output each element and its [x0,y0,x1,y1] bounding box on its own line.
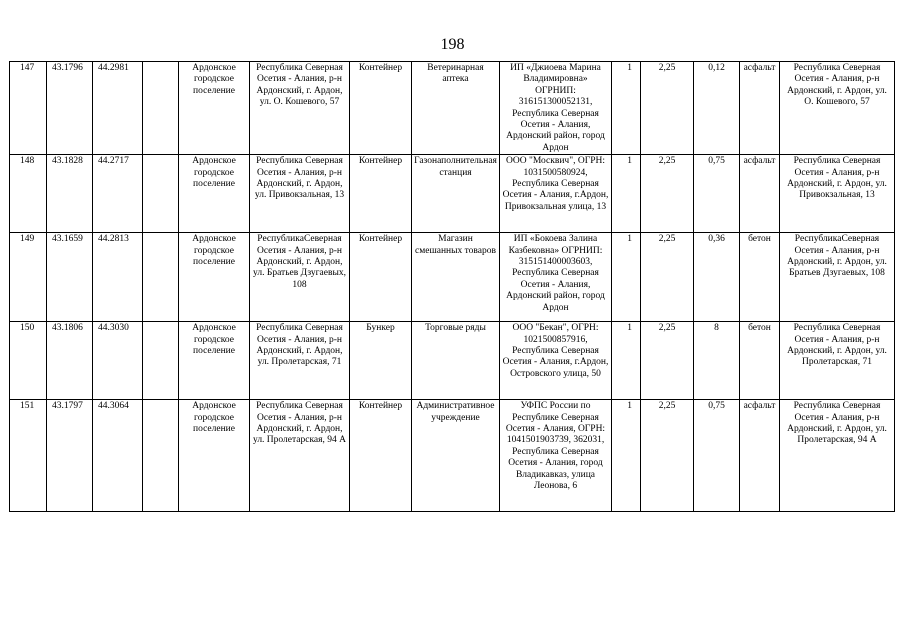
owner-cell: ООО "Бекан", ОГРН: 1021500857916, Республика Северная Осетия - Алания, г.Ардон, Островского улица, 50 [500,322,612,400]
area-cell: 0,75 [694,400,740,512]
table-row [10,233,895,322]
area-cell: 8 [694,322,740,400]
table-row [10,322,895,400]
location-cell: Республика Северная Осетия - Алания, р-н Ардонский, г. Ардон, ул. Пролетарская, 71 [780,322,895,400]
container-type-cell: Контейнер [350,62,412,155]
address-cell: Республика Северная Осетия - Алания, р-н Ардонский, г. Ардон, ул. Привокзальная, 13 [250,155,350,233]
container-type-cell: Контейнер [350,233,412,322]
waste-source-cell: Ветеринарная аптека [412,62,500,155]
longitude-cell: 44.3030 [93,322,143,400]
container-count-cell: 1 [612,322,641,400]
row-number: 151 [10,400,47,512]
row-number: 149 [10,233,47,322]
longitude-cell: 44.2717 [93,155,143,233]
page-number: 198 [440,36,465,53]
owner-cell: УФПС России по Республике Северная Осетия - Алания, ОГРН: 1041501903739, 362031, Республика Северная Осетия - Алания, город Владикавказ, улица Леонова, 6 [500,400,612,512]
settlement-cell: Ардонское городское поселение [179,233,250,322]
volume-cell: 2,25 [641,322,694,400]
address-cell: Республика Северная Осетия - Алания, р-н Ардонский, г. Ардон, ул. Пролетарская, 94 А [250,400,350,512]
location-cell: РеспубликаСеверная Осетия - Алания, р-н Ардонский, г. Ардон, ул. Братьев Дзугаевых, 108 [780,233,895,322]
latitude-cell: 43.1796 [47,62,93,155]
owner-cell: ИП «Джиоева Марина Владимировна» ОГРНИП: 316151300052131, Республика Северная Осетия - Алания, Ардонский район, город Ардон [500,62,612,155]
container-type-cell: Контейнер [350,155,412,233]
surface-cell: асфальт [740,400,780,512]
area-cell: 0,12 [694,62,740,155]
table-row [10,155,895,233]
area-cell: 0,36 [694,233,740,322]
container-count-cell: 1 [612,62,641,155]
owner-cell: ИП «Бокоева Залина Казбековна» ОГРНИП: 315151400003603, Республика Северная Осетия - Алания, Ардонский район, город Ардон [500,233,612,322]
waste-source-cell: Административное учреждение [412,400,500,512]
latitude-cell: 43.1828 [47,155,93,233]
surface-cell: асфальт [740,155,780,233]
longitude-cell: 44.2813 [93,233,143,322]
container-count-cell: 1 [612,155,641,233]
blank-cell [143,233,179,322]
row-number: 150 [10,322,47,400]
waste-source-cell: Магазин смешанных товаров [412,233,500,322]
volume-cell: 2,25 [641,155,694,233]
container-type-cell: Контейнер [350,400,412,512]
latitude-cell: 43.1806 [47,322,93,400]
volume-cell: 2,25 [641,400,694,512]
volume-cell: 2,25 [641,62,694,155]
surface-cell: бетон [740,322,780,400]
settlement-cell: Ардонское городское поселение [179,322,250,400]
blank-cell [143,322,179,400]
surface-cell: бетон [740,233,780,322]
row-number: 148 [10,155,47,233]
waste-source-cell: Газонаполнительная станция [412,155,500,233]
settlement-cell: Ардонское городское поселение [179,155,250,233]
location-cell: Республика Северная Осетия - Алания, р-н Ардонский, г. Ардон, ул. Пролетарская, 94 А [780,400,895,512]
area-cell: 0,75 [694,155,740,233]
longitude-cell: 44.2981 [93,62,143,155]
surface-cell: асфальт [740,62,780,155]
row-number: 147 [10,62,47,155]
location-cell: Республика Северная Осетия - Алания, р-н Ардонский, г. Ардон, ул. О. Кошевого, 57 [780,62,895,155]
longitude-cell: 44.3064 [93,400,143,512]
table-row [10,400,895,512]
blank-cell [143,62,179,155]
blank-cell [143,155,179,233]
container-type-cell: Бункер [350,322,412,400]
latitude-cell: 43.1659 [47,233,93,322]
waste-site-registry-table [9,61,895,512]
settlement-cell: Ардонское городское поселение [179,62,250,155]
latitude-cell: 43.1797 [47,400,93,512]
address-cell: Республика Северная Осетия - Алания, р-н Ардонский, г. Ардон, ул. Пролетарская, 71 [250,322,350,400]
container-count-cell: 1 [612,400,641,512]
location-cell: Республика Северная Осетия - Алания, р-н Ардонский, г. Ардон, ул. Привокзальная, 13 [780,155,895,233]
address-cell: Республика Северная Осетия - Алания, р-н Ардонский, г. Ардон, ул. О. Кошевого, 57 [250,62,350,155]
waste-source-cell: Торговые ряды [412,322,500,400]
blank-cell [143,400,179,512]
volume-cell: 2,25 [641,233,694,322]
settlement-cell: Ардонское городское поселение [179,400,250,512]
table-row [10,62,895,155]
owner-cell: ООО "Москвич", ОГРН: 1031500580924, Республика Северная Осетия - Алания, г.Ардон, Привокзальная улица, 13 [500,155,612,233]
address-cell: РеспубликаСеверная Осетия - Алания, р-н Ардонский, г. Ардон, ул. Братьев Дзугаевых, 108 [250,233,350,322]
container-count-cell: 1 [612,233,641,322]
